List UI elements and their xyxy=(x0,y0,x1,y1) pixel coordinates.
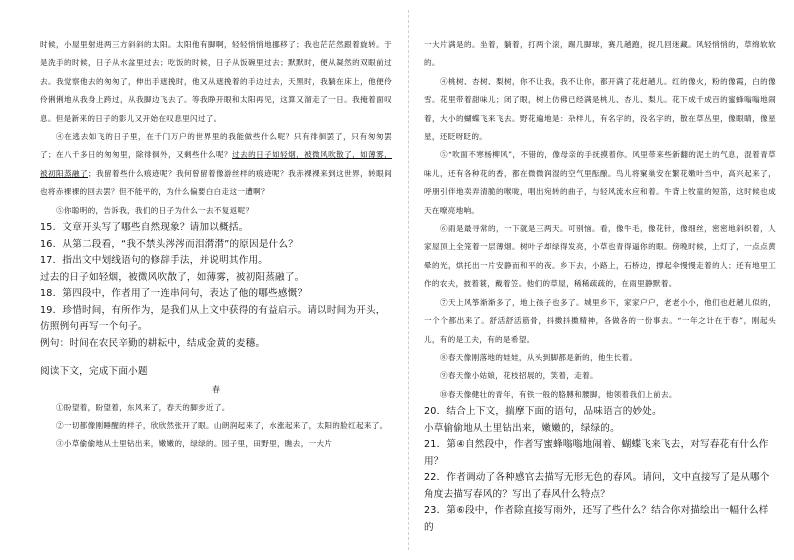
question-15: 15．文章开头写了哪些自然现象？请加以概括。 xyxy=(40,222,249,234)
spacer xyxy=(40,352,392,364)
spring-paragraph-3-cont: 一大片满是的。坐着，躺着，打两个滚，踢几脚球，赛几趟跑，捉几回迷藏。风轻悄悄的，草绵软软的。 xyxy=(424,40,776,68)
spring-paragraph-5: ⑤“吹面不寒杨柳风”，不错的，像母亲的手抚摸着你。风里带来些新翻的泥土的气息，混着青草味儿，还有各种花的香，都在微微润湿的空气里酝酿。鸟儿将窠巢安在繁花嫩叶当中，高兴起来了，呼朋引伴地卖弄清脆的喉咙，唱出宛转的曲子，与轻风流水应和着。牛背上牧童的短笛，这时候也成天在嘹亮地响。 xyxy=(424,150,776,215)
question-21: 21．第④自然段中，作者写蜜蜂嗡嗡地闹着、蝴蝶飞来飞去，对写春花有什么作用？ xyxy=(424,439,769,467)
spring-paragraph-2: ②一切都像刚睡醒的样子，欣欣然张开了眼。山朗润起来了，水涨起来了，太阳的脸红起来了。 xyxy=(56,420,388,430)
question-16: 16．从第二段看，“我不禁头涔涔而泪潸潸”的原因是什么？ xyxy=(40,238,298,250)
right-column xyxy=(424,36,776,536)
passage-paragraph-5: ⑤你聪明的，告诉我，我们的日子为什么一去不复返呢？ xyxy=(56,205,254,215)
question-17-quote: 过去的日子如轻烟，被微风吹散了，如薄雾，被初阳蒸融了。 xyxy=(40,271,305,283)
spring-paragraph-4: ④桃树、杏树、梨树，你不让我，我不让你，都开满了花赶趟儿。红的像火，粉的像霞，白的像雪。花里带着甜味儿；闭了眼，树上仿佛已经满是桃儿、杏儿、梨儿。花下成千成百的蜜蜂嗡嗡地闹着，大小的蝴蝶飞来飞去。野花遍地是：杂样儿，有名字的，没名字的，散在草丛里，像眼睛，像星星，还眨呀眨的。 xyxy=(424,76,776,142)
question-20: 20．结合上下文，揣摩下面的语句，品味语言的妙处。 xyxy=(424,406,662,418)
passage-paragraph-4 xyxy=(40,128,392,202)
question-18: 18．第四段中，作者用了一连串问句，表达了他的哪些感慨？ xyxy=(40,288,308,300)
question-17: 17．指出文中划线语句的修辞手法，并说明其作用。 xyxy=(40,255,269,267)
spring-paragraph-9: ⑨春天像小姑娘，花枝招展的，笑着，走着。 xyxy=(440,371,598,381)
question-19-example: 例句：时间在农民辛勤的耕耘中，结成金黄的麦穗。 xyxy=(40,337,266,349)
spring-paragraph-7: ⑦天上风筝渐渐多了，地上孩子也多了。城里乡下，家家户户，老老小小，他们也赶趟儿似的，一个个都出来了。舒活舒活筋骨，抖擞抖擞精神，各做各的一份事去。“一年之计在于春”，刚起头儿，有的是工夫，有的是希望。 xyxy=(424,297,776,344)
underlined-sentence: 过去的日子如轻烟，被微风吹散了，如薄雾，被初阳蒸融了 xyxy=(40,150,392,178)
question-19: 19．珍惜时间，有所作为，是我们从上文中获得的有益启示。请以时间为开头，仿照例句再写一个句子。 xyxy=(40,304,386,333)
question-23: 23．第⑥段中，作者除直接写雨外，还写了些什么？结合你对描绘出一幅什么样的 xyxy=(424,505,769,533)
paragraph-4-text-a: ④在逃去如飞的日子里，在千门万户的世界里的我能做些什么呢？只有徘徊罢了，只有匆匆罢了；在八千多日的匆匆里，除徘徊外，又剩些什么呢？ xyxy=(40,132,392,160)
spring-paragraph-8: ⑧春天像刚落地的娃娃，从头到脚都是新的，他生长着。 xyxy=(440,352,638,362)
question-20-quote: 小草偷偷地从土里钻出来，嫩嫩的，绿绿的。 xyxy=(424,422,620,434)
column-divider xyxy=(408,10,409,550)
left-column xyxy=(40,36,392,454)
spring-paragraph-10: ⑩春天像健壮的青年，有铁一般的胳膊和腰脚，他领着我们上前去。 xyxy=(440,389,677,399)
spring-paragraph-3: ③小草偷偷地从土里钻出来，嫩嫩的，绿绿的。园子里，田野里，瞧去，一大片 xyxy=(56,439,333,449)
question-22: 22．作者调动了各种感官去描写无形无色的春风。请问，文中直接写了是从哪个角度去描写春风的？写出了春风什么特点？ xyxy=(424,472,770,500)
reading-instruction: 阅读下文，完成下面小题 xyxy=(40,366,148,378)
paragraph-4-text-b: ；我留着些什么痕迹呢？我何曾留着像游丝样的痕迹呢？我赤裸裸来到这世界，转眼间也将赤裸裸的回去罢？但不能平的，为什么偏要白白走这一遭啊？ xyxy=(40,168,392,197)
spring-paragraph-6: ⑥雨是最寻常的，一下就是三两天。可别恼。看，像牛毛，像花针，像细丝，密密地斜织着，人家屋顶上全笼着一层薄烟。树叶子却绿得发亮，小草也青得逼你的眼。傍晚时候，上灯了，一点点黄晕的光，烘托出一片安静而和平的夜。乡下去，小路上，石桥边，撑起伞慢慢走着的人；还有地里工作的农夫，披着蓑，戴着笠。他们的草屋，稀稀疏疏的，在雨里静默着。 xyxy=(424,224,776,289)
spring-paragraph-1: ①盼望着，盼望着，东风来了，春天的脚步近了。 xyxy=(56,402,230,412)
article-title: 春 xyxy=(212,384,220,394)
passage-paragraph-3: 时候，小屋里射进两三方斜斜的太阳。太阳他有脚啊，轻轻悄悄地挪移了；我也茫茫然跟着旋转。于是洗手的时候，日子从水盆里过去；吃饭的时候，日子从饭碗里过去；默默时，便从凝然的双眼前过去。我觉察他去的匆匆了，伸出手遮挽时，他又从遮挽着的手边过去，天黑时，我躺在床上，他便伶伶俐俐地从我身上跨过，从我脚边飞去了。等我睁开眼和太阳再见，这算又溜走了一日。我掩着面叹息。但是新来的日子的影儿又开始在叹息里闪过了。 xyxy=(40,40,392,123)
